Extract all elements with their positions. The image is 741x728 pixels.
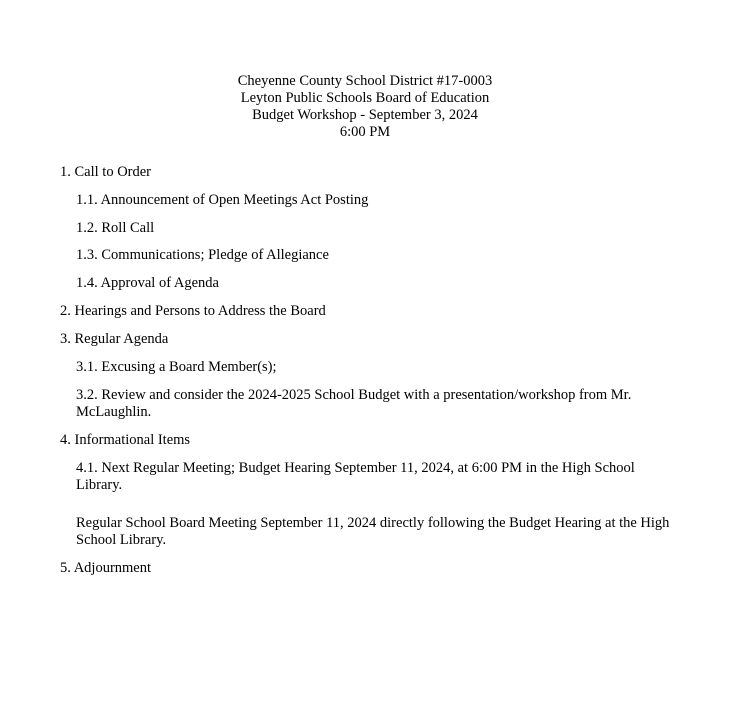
agenda-item-4-1-note: Regular School Board Meeting September 11, 2024 directly following the Budget Hearing at the High School Library.	[76, 515, 670, 548]
district-name: Cheyenne County School District #17-0003	[237, 73, 493, 89]
agenda-item-3: 3. Regular Agenda	[60, 331, 169, 347]
agenda-item-3-1: 3.1. Excusing a Board Member(s);	[76, 359, 277, 375]
agenda-item-1: 1. Call to Order	[60, 164, 152, 180]
agenda-item-1-4: 1.4. Approval of Agenda	[76, 275, 219, 291]
agenda-item-1-1: 1.1. Announcement of Open Meetings Act Posting	[76, 192, 369, 208]
agenda-item-4: 4. Informational Items	[60, 432, 191, 448]
board-name: Leyton Public Schools Board of Education	[240, 90, 490, 106]
agenda-item-3-2: 3.2. Review and consider the 2024-2025 School Budget with a presentation/workshop from Mr. McLaughlin.	[76, 387, 632, 420]
meeting-title: Budget Workshop - September 3, 2024	[252, 107, 478, 123]
meeting-time: 6:00 PM	[339, 124, 391, 140]
agenda-item-1-2: 1.2. Roll Call	[76, 220, 155, 236]
agenda-item-2: 2. Hearings and Persons to Address the Board	[60, 303, 326, 319]
agenda-item-5: 5. Adjournment	[60, 560, 152, 576]
agenda-item-1-3: 1.3. Communications; Pledge of Allegiance	[76, 247, 329, 263]
document-header	[0, 73, 730, 141]
agenda-item-4-1: 4.1. Next Regular Meeting; Budget Hearing September 11, 2024, at 6:00 PM in the High School Library.	[76, 460, 635, 493]
